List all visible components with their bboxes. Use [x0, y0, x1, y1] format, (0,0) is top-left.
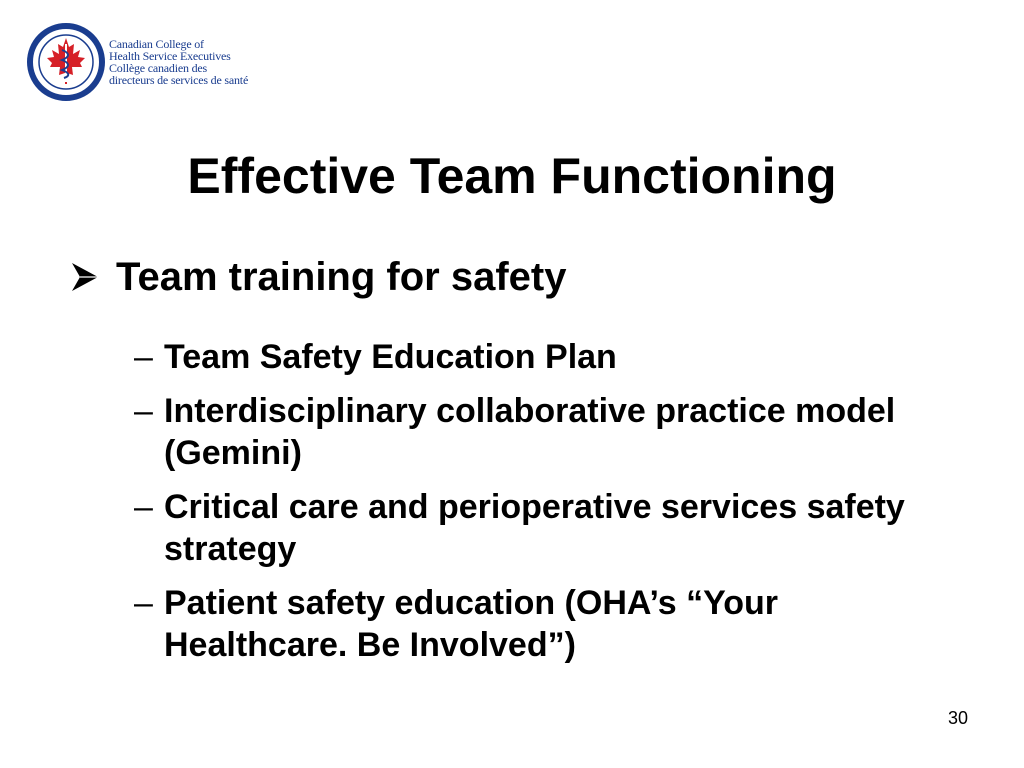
logo-text-french-line1: Collège canadien des [109, 61, 207, 75]
dash-marker: – [134, 584, 153, 622]
logo-text-english-line1: Canadian College of [109, 37, 204, 51]
sub-bullet-text: Interdisciplinary collaborative practice model (Gemini) [164, 392, 896, 472]
sub-bullet-list [134, 336, 934, 678]
slide-title: Effective Team Functioning [187, 148, 837, 204]
sub-bullet-text: Team Safety Education Plan [164, 338, 617, 376]
dash-marker: – [134, 392, 153, 430]
dash-marker: – [134, 488, 153, 526]
sub-bullet-item [134, 390, 934, 474]
main-bullet-text: Team training for safety [116, 254, 567, 299]
maple-leaf-caduceus-icon [26, 22, 106, 102]
sub-bullet-item [134, 336, 934, 378]
logo-text-english-line2: Health Service Executives [109, 49, 231, 63]
organization-logo [26, 22, 266, 104]
sub-bullet-item [134, 486, 934, 570]
sub-bullet-item [134, 582, 934, 666]
dash-marker: – [134, 338, 153, 376]
arrow-bullet-icon [64, 257, 104, 297]
page-number: 30 [947, 708, 968, 728]
sub-bullet-text: Patient safety education (OHA’s “Your Healthcare. Be Involved”) [164, 584, 779, 664]
logo-text-french-line2: directeurs de services de santé [109, 73, 249, 87]
logo-text [109, 38, 248, 86]
sub-bullet-text: Critical care and perioperative services safety strategy [164, 488, 905, 568]
main-bullet [64, 250, 566, 304]
